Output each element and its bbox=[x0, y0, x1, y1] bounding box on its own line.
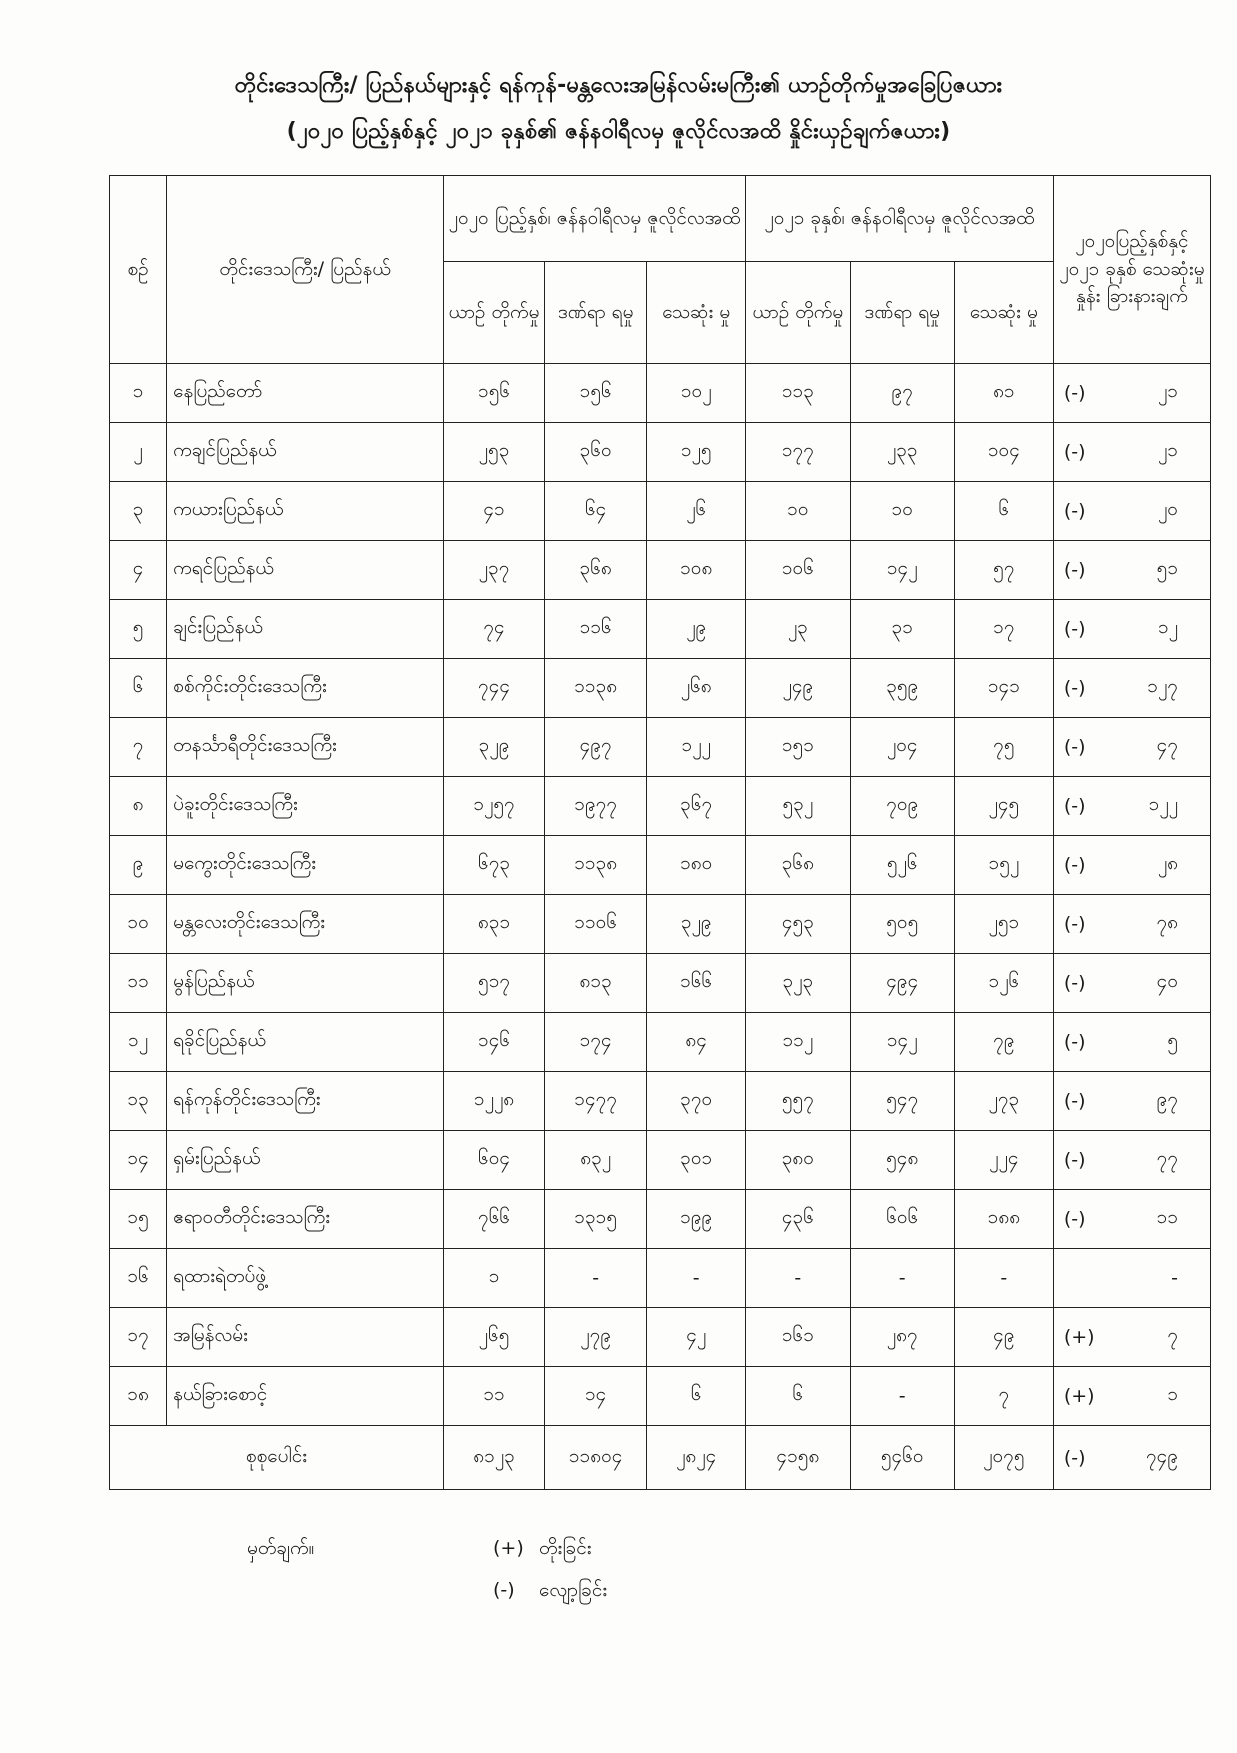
cell-no: ၉ bbox=[110, 836, 167, 895]
cell-no: ၁၆ bbox=[110, 1249, 167, 1308]
cell-injured-2020: ၁၁၀၆ bbox=[545, 895, 647, 954]
cell-accidents-2021: ၁၆၁ bbox=[746, 1308, 850, 1367]
header-accidents-2021: ယာဉ် တိုက်မှု bbox=[746, 262, 850, 364]
difference-sign: (-) bbox=[1063, 795, 1086, 817]
cell-accidents-2021: ၁၇၇ bbox=[746, 423, 850, 482]
cell-region: ချင်းပြည်နယ် bbox=[167, 600, 444, 659]
cell-deaths-2020: ၁၂၅ bbox=[647, 423, 746, 482]
cell-injured-2020: ၄၉၇ bbox=[545, 718, 647, 777]
cell-injured-2020: - bbox=[545, 1249, 647, 1308]
note-increase bbox=[493, 1536, 592, 1564]
total-deaths-2020: ၂၈၂၄ bbox=[647, 1426, 746, 1490]
cell-region: မန္တလေးတိုင်းဒေသကြီး bbox=[167, 895, 444, 954]
difference-sign: (-) bbox=[1063, 559, 1086, 581]
cell-accidents-2021: ၁၁၂ bbox=[746, 1013, 850, 1072]
cell-no: ၃ bbox=[110, 482, 167, 541]
cell-deaths-2020: ၄၂ bbox=[647, 1308, 746, 1367]
cell-accidents-2021: ၁၀၆ bbox=[746, 541, 850, 600]
cell-no: ၇ bbox=[110, 718, 167, 777]
cell-region: ရခိုင်ပြည်နယ် bbox=[167, 1013, 444, 1072]
cell-no: ၁၀ bbox=[110, 895, 167, 954]
cell-injured-2021: ၅၄၈ bbox=[850, 1131, 954, 1190]
cell-injured-2021: ၅၀၅ bbox=[850, 895, 954, 954]
cell-injured-2021: ၅၂၆ bbox=[850, 836, 954, 895]
note-plus-text: တိုးခြင်း bbox=[539, 1537, 592, 1559]
cell-injured-2020: ၈၃၂ bbox=[545, 1131, 647, 1190]
table-row bbox=[110, 1367, 1211, 1426]
difference-sign: (-) bbox=[1063, 500, 1086, 522]
cell-deaths-2021: ၇၉ bbox=[954, 1013, 1053, 1072]
cell-injured-2021: ၇၀၉ bbox=[850, 777, 954, 836]
difference-value: ၇၇ bbox=[1156, 1147, 1178, 1169]
cell-injured-2021: ၂၈၇ bbox=[850, 1308, 954, 1367]
table-row bbox=[110, 895, 1211, 954]
cell-region: ရှမ်းပြည်နယ် bbox=[167, 1131, 444, 1190]
difference-sign: (+) bbox=[1063, 1326, 1095, 1348]
cell-region: ကရင်ပြည်နယ် bbox=[167, 541, 444, 600]
cell-region: နယ်ခြားစောင့် bbox=[167, 1367, 444, 1426]
cell-difference bbox=[1053, 1072, 1210, 1131]
cell-accidents-2020: ၆၇၃ bbox=[444, 836, 545, 895]
cell-injured-2021: ၁၄၂ bbox=[850, 1013, 954, 1072]
note-minus-sign: (-) bbox=[493, 1579, 515, 1601]
cell-deaths-2020: ၃၂၉ bbox=[647, 895, 746, 954]
cell-no: ၅ bbox=[110, 600, 167, 659]
cell-deaths-2020: ၁၂၂ bbox=[647, 718, 746, 777]
cell-injured-2021: ၉၇ bbox=[850, 364, 954, 423]
difference-sign: (-) bbox=[1063, 1090, 1086, 1112]
cell-region: ဧရာဝတီတိုင်းဒေသကြီး bbox=[167, 1190, 444, 1249]
cell-difference bbox=[1053, 836, 1210, 895]
cell-difference bbox=[1053, 1013, 1210, 1072]
total-difference bbox=[1053, 1426, 1210, 1490]
difference-sign: (-) bbox=[1063, 736, 1086, 758]
total-row bbox=[110, 1426, 1211, 1490]
cell-deaths-2020: ၁၆၆ bbox=[647, 954, 746, 1013]
header-deaths-2021: သေဆုံး မှု bbox=[954, 262, 1053, 364]
cell-no: ၂ bbox=[110, 423, 167, 482]
cell-accidents-2020: ၁၅၆ bbox=[444, 364, 545, 423]
cell-accidents-2021: ၁၁၃ bbox=[746, 364, 850, 423]
cell-injured-2020: ၁၃၁၅ bbox=[545, 1190, 647, 1249]
cell-injured-2020: ၆၄ bbox=[545, 482, 647, 541]
difference-value: ၁ bbox=[1167, 1383, 1178, 1405]
cell-injured-2021: ၃၁ bbox=[850, 600, 954, 659]
difference-value: ၂၈ bbox=[1157, 852, 1178, 874]
difference-value: ၅ bbox=[1167, 1029, 1178, 1051]
cell-deaths-2021: ၂၇၃ bbox=[954, 1072, 1053, 1131]
total-deaths-2021: ၂၀၇၅ bbox=[954, 1426, 1053, 1490]
cell-deaths-2021: ၈၁ bbox=[954, 364, 1053, 423]
difference-sign: (-) bbox=[1063, 677, 1086, 699]
cell-deaths-2020: ၂၆ bbox=[647, 482, 746, 541]
cell-accidents-2020: ၇၆၆ bbox=[444, 1190, 545, 1249]
cell-no: ၁၈ bbox=[110, 1367, 167, 1426]
accident-comparison-table bbox=[109, 175, 1211, 1490]
cell-accidents-2021: ၂၃ bbox=[746, 600, 850, 659]
cell-no: ၁၂ bbox=[110, 1013, 167, 1072]
difference-sign: (+) bbox=[1063, 1385, 1095, 1407]
header-comparison: ၂၀၂၀ပြည့်နှစ်နှင့် ၂၀၂၁ ခုနှစ် သေဆုံးမှုနှုန်း ခြားနားချက် bbox=[1053, 176, 1210, 364]
cell-deaths-2020: ၁၀၈ bbox=[647, 541, 746, 600]
total-label: စုစုပေါင်း bbox=[110, 1426, 444, 1490]
difference-sign: (-) bbox=[1063, 1031, 1086, 1053]
cell-difference bbox=[1053, 423, 1210, 482]
table-row bbox=[110, 1072, 1211, 1131]
cell-deaths-2020: ၃၇၀ bbox=[647, 1072, 746, 1131]
cell-injured-2020: ၁၇၄ bbox=[545, 1013, 647, 1072]
cell-accidents-2021: ၁၀ bbox=[746, 482, 850, 541]
cell-injured-2020: ၁၁၃၈ bbox=[545, 659, 647, 718]
difference-value: ၂၁ bbox=[1157, 439, 1178, 461]
cell-accidents-2020: ၈၃၁ bbox=[444, 895, 545, 954]
cell-region: စစ်ကိုင်းတိုင်းဒေသကြီး bbox=[167, 659, 444, 718]
cell-region: ပဲခူးတိုင်းဒေသကြီး bbox=[167, 777, 444, 836]
cell-deaths-2021: ၁၇ bbox=[954, 600, 1053, 659]
total-accidents-2020: ၈၁၂၃ bbox=[444, 1426, 545, 1490]
cell-deaths-2020: ၃၀၁ bbox=[647, 1131, 746, 1190]
header-no: စဉ် bbox=[110, 176, 167, 364]
cell-accidents-2021: ၂၄၉ bbox=[746, 659, 850, 718]
header-region: တိုင်းဒေသကြီး/ ပြည်နယ် bbox=[167, 176, 444, 364]
table-row bbox=[110, 777, 1211, 836]
cell-deaths-2021: ၂၅၁ bbox=[954, 895, 1053, 954]
cell-deaths-2021: ၆ bbox=[954, 482, 1053, 541]
cell-no: ၁၁ bbox=[110, 954, 167, 1013]
difference-sign: (-) bbox=[1063, 854, 1086, 876]
cell-difference bbox=[1053, 895, 1210, 954]
cell-deaths-2021: ၁၈၈ bbox=[954, 1190, 1053, 1249]
cell-accidents-2021: ၅၃၂ bbox=[746, 777, 850, 836]
note-decrease bbox=[493, 1578, 607, 1606]
cell-deaths-2020: - bbox=[647, 1249, 746, 1308]
page-title: တိုင်းဒေသကြီး/ ပြည်နယ်များနှင့် ရန်ကုန်-မန္တလေးအမြန်လမ်းမကြီး၏ ယာဉ်တိုက်မှုအခြေပြဇယား bbox=[234, 73, 1003, 98]
cell-difference bbox=[1053, 659, 1210, 718]
cell-accidents-2020: ၁၄၆ bbox=[444, 1013, 545, 1072]
cell-deaths-2021: ၁၂၆ bbox=[954, 954, 1053, 1013]
cell-deaths-2020: ၁၀၂ bbox=[647, 364, 746, 423]
cell-difference bbox=[1053, 1131, 1210, 1190]
cell-difference bbox=[1053, 600, 1210, 659]
difference-value: ၁၁ bbox=[1156, 1206, 1178, 1228]
difference-value: ၇၄၉ bbox=[1145, 1444, 1178, 1467]
header-injured-2020: ဒဏ်ရာ ရမှု bbox=[545, 262, 647, 364]
cell-deaths-2020: ၃၆၇ bbox=[647, 777, 746, 836]
page-subtitle: (၂၀၂၀ ပြည့်နှစ်နှင့် ၂၀၂၁ ခုနှစ်၏ ဇန်နဝါရီလမှ ဇူလိုင်လအထိ နှိုင်းယှဉ်ချက်ဇယား) bbox=[286, 119, 951, 144]
cell-no: ၁၄ bbox=[110, 1131, 167, 1190]
difference-value: - bbox=[1171, 1267, 1178, 1289]
table-row bbox=[110, 423, 1211, 482]
cell-accidents-2020: ၁ bbox=[444, 1249, 545, 1308]
table-row bbox=[110, 1249, 1211, 1308]
difference-sign: (-) bbox=[1063, 1446, 1086, 1469]
cell-deaths-2021: ၅၇ bbox=[954, 541, 1053, 600]
cell-injured-2021: ၄၉၄ bbox=[850, 954, 954, 1013]
cell-accidents-2020: ၇၄ bbox=[444, 600, 545, 659]
cell-accidents-2021: ၁၅၁ bbox=[746, 718, 850, 777]
cell-accidents-2021: - bbox=[746, 1249, 850, 1308]
difference-value: ၄၇ bbox=[1156, 734, 1178, 756]
cell-accidents-2021: ၃၈၀ bbox=[746, 1131, 850, 1190]
difference-value: ၁၂၂ bbox=[1148, 793, 1178, 815]
cell-injured-2020: ၃၆၀ bbox=[545, 423, 647, 482]
table-row bbox=[110, 1190, 1211, 1249]
cell-region: မကွေးတိုင်းဒေသကြီး bbox=[167, 836, 444, 895]
table-row bbox=[110, 482, 1211, 541]
cell-accidents-2020: ၂၃၇ bbox=[444, 541, 545, 600]
difference-value: ၂၀ bbox=[1157, 498, 1178, 520]
cell-no: ၈ bbox=[110, 777, 167, 836]
note-plus-sign: (+) bbox=[493, 1537, 524, 1559]
cell-difference bbox=[1053, 541, 1210, 600]
cell-injured-2020: ၁၄ bbox=[545, 1367, 647, 1426]
cell-accidents-2020: ၂၆၅ bbox=[444, 1308, 545, 1367]
difference-value: ၅၁ bbox=[1156, 557, 1178, 579]
cell-injured-2020: ၁၉၇၇ bbox=[545, 777, 647, 836]
cell-injured-2021: ၆၀၆ bbox=[850, 1190, 954, 1249]
difference-value: ၁၂၇ bbox=[1147, 675, 1178, 697]
difference-value: ၂၁ bbox=[1157, 380, 1178, 402]
table-row bbox=[110, 954, 1211, 1013]
cell-accidents-2020: ၆၀၄ bbox=[444, 1131, 545, 1190]
difference-value: ၇ bbox=[1167, 1324, 1178, 1346]
cell-accidents-2021: ၃၂၃ bbox=[746, 954, 850, 1013]
cell-difference bbox=[1053, 1249, 1210, 1308]
difference-value: ၄၀ bbox=[1156, 970, 1178, 992]
cell-accidents-2021: ၄၅၃ bbox=[746, 895, 850, 954]
header-injured-2021: ဒဏ်ရာ ရမှု bbox=[850, 262, 954, 364]
cell-injured-2020: ၈၁၃ bbox=[545, 954, 647, 1013]
cell-deaths-2020: ၆ bbox=[647, 1367, 746, 1426]
cell-difference bbox=[1053, 1367, 1210, 1426]
cell-difference bbox=[1053, 482, 1210, 541]
cell-injured-2020: ၁၅၆ bbox=[545, 364, 647, 423]
cell-deaths-2021: ၁၀၄ bbox=[954, 423, 1053, 482]
cell-no: ၁ bbox=[110, 364, 167, 423]
cell-no: ၁၇ bbox=[110, 1308, 167, 1367]
header-period-2020: ၂၀၂၀ ပြည့်နှစ်၊ ဇန်နဝါရီလမှ ဇူလိုင်လအထိ bbox=[444, 176, 746, 262]
header-deaths-2020: သေဆုံး မှု bbox=[647, 262, 746, 364]
cell-deaths-2020: ၂၆၈ bbox=[647, 659, 746, 718]
table-row bbox=[110, 364, 1211, 423]
cell-accidents-2020: ၁၁ bbox=[444, 1367, 545, 1426]
cell-difference bbox=[1053, 1190, 1210, 1249]
cell-deaths-2021: - bbox=[954, 1249, 1053, 1308]
cell-difference bbox=[1053, 777, 1210, 836]
table-row bbox=[110, 659, 1211, 718]
cell-region: ကချင်ပြည်နယ် bbox=[167, 423, 444, 482]
difference-sign: (-) bbox=[1063, 618, 1086, 640]
cell-injured-2020: ၃၆၈ bbox=[545, 541, 647, 600]
cell-deaths-2020: ၈၄ bbox=[647, 1013, 746, 1072]
cell-accidents-2021: ၄၃၆ bbox=[746, 1190, 850, 1249]
total-injured-2021: ၅၄၆၀ bbox=[850, 1426, 954, 1490]
cell-accidents-2021: ၆ bbox=[746, 1367, 850, 1426]
table-row bbox=[110, 1308, 1211, 1367]
difference-sign: (-) bbox=[1063, 1149, 1086, 1171]
cell-region: အမြန်လမ်း bbox=[167, 1308, 444, 1367]
cell-injured-2021: - bbox=[850, 1367, 954, 1426]
cell-deaths-2021: ၇၅ bbox=[954, 718, 1053, 777]
cell-injured-2020: ၁၄၇၇ bbox=[545, 1072, 647, 1131]
difference-sign: (-) bbox=[1063, 913, 1086, 935]
cell-injured-2021: ၁၀ bbox=[850, 482, 954, 541]
cell-accidents-2020: ၄၁ bbox=[444, 482, 545, 541]
cell-no: ၁၅ bbox=[110, 1190, 167, 1249]
table-row bbox=[110, 1013, 1211, 1072]
cell-difference bbox=[1053, 954, 1210, 1013]
difference-sign: (-) bbox=[1063, 1208, 1086, 1230]
cell-deaths-2021: ၇ bbox=[954, 1367, 1053, 1426]
cell-accidents-2020: ၃၂၉ bbox=[444, 718, 545, 777]
cell-no: ၆ bbox=[110, 659, 167, 718]
cell-injured-2021: ၁၄၂ bbox=[850, 541, 954, 600]
header-period-2021: ၂၀၂၁ ခုနှစ်၊ ဇန်နဝါရီလမှ ဇူလိုင်လအထိ bbox=[746, 176, 1054, 262]
cell-deaths-2021: ၄၉ bbox=[954, 1308, 1053, 1367]
cell-region: တနင်္သာရီတိုင်းဒေသကြီး bbox=[167, 718, 444, 777]
cell-accidents-2021: ၃၆၈ bbox=[746, 836, 850, 895]
cell-accidents-2020: ၂၅၃ bbox=[444, 423, 545, 482]
table-row bbox=[110, 718, 1211, 777]
notes-label: မှတ်ချက်။ bbox=[247, 1537, 315, 1559]
cell-region: နေပြည်တော် bbox=[167, 364, 444, 423]
cell-injured-2021: ၂၀၄ bbox=[850, 718, 954, 777]
note-minus-text: လျော့ခြင်း bbox=[539, 1579, 608, 1601]
header-accidents-2020: ယာဉ် တိုက်မှု bbox=[444, 262, 545, 364]
cell-injured-2020: ၁၁၃၈ bbox=[545, 836, 647, 895]
table-row bbox=[110, 836, 1211, 895]
cell-accidents-2020: ၇၄၄ bbox=[444, 659, 545, 718]
difference-sign: (-) bbox=[1063, 972, 1086, 994]
difference-sign: (-) bbox=[1063, 441, 1086, 463]
cell-accidents-2020: ၅၁၇ bbox=[444, 954, 545, 1013]
cell-deaths-2021: ၁၄၁ bbox=[954, 659, 1053, 718]
cell-region: ရထားရဲတပ်ဖွဲ့ bbox=[167, 1249, 444, 1308]
cell-accidents-2020: ၁၂၂၈ bbox=[444, 1072, 545, 1131]
cell-difference bbox=[1053, 718, 1210, 777]
total-injured-2020: ၁၁၈၀၄ bbox=[545, 1426, 647, 1490]
cell-injured-2021: ၅၄၇ bbox=[850, 1072, 954, 1131]
difference-value: ၇၈ bbox=[1156, 911, 1178, 933]
cell-difference bbox=[1053, 364, 1210, 423]
cell-deaths-2020: ၂၉ bbox=[647, 600, 746, 659]
cell-region: ကယားပြည်နယ် bbox=[167, 482, 444, 541]
difference-value: ၉၇ bbox=[1156, 1088, 1178, 1110]
cell-deaths-2021: ၂၂၄ bbox=[954, 1131, 1053, 1190]
cell-accidents-2021: ၅၅၇ bbox=[746, 1072, 850, 1131]
cell-difference bbox=[1053, 1308, 1210, 1367]
table-row bbox=[110, 600, 1211, 659]
cell-no: ၁၃ bbox=[110, 1072, 167, 1131]
cell-injured-2020: ၁၁၆ bbox=[545, 600, 647, 659]
cell-deaths-2021: ၂၄၅ bbox=[954, 777, 1053, 836]
cell-deaths-2021: ၁၅၂ bbox=[954, 836, 1053, 895]
cell-injured-2021: - bbox=[850, 1249, 954, 1308]
total-accidents-2021: ၄၁၅၈ bbox=[746, 1426, 850, 1490]
table-row bbox=[110, 1131, 1211, 1190]
cell-region: ရန်ကုန်တိုင်းဒေသကြီး bbox=[167, 1072, 444, 1131]
cell-injured-2021: ၂၃၃ bbox=[850, 423, 954, 482]
cell-deaths-2020: ၁၈၀ bbox=[647, 836, 746, 895]
cell-deaths-2020: ၁၉၉ bbox=[647, 1190, 746, 1249]
cell-region: မွန်ပြည်နယ် bbox=[167, 954, 444, 1013]
cell-no: ၄ bbox=[110, 541, 167, 600]
cell-accidents-2020: ၁၂၅၇ bbox=[444, 777, 545, 836]
table-row bbox=[110, 541, 1211, 600]
cell-injured-2020: ၂၇၉ bbox=[545, 1308, 647, 1367]
difference-sign: (-) bbox=[1063, 382, 1086, 404]
difference-value: ၁၂ bbox=[1157, 616, 1178, 638]
cell-injured-2021: ၃၅၉ bbox=[850, 659, 954, 718]
